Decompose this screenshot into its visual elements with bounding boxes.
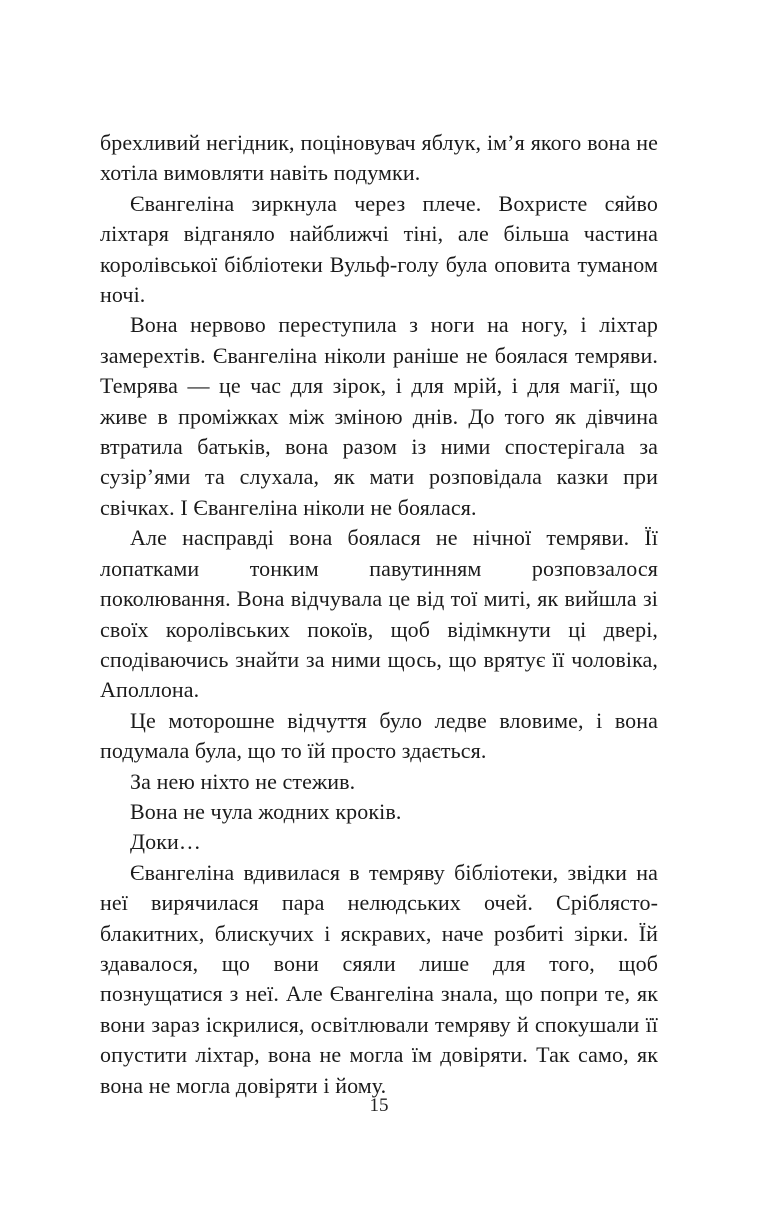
paragraph: Євангеліна зиркнула через плече. Вохристе сяйво ліхтаря відганяло найближчі тіні, але більша частина королівської бібліотеки Вульф-голу була оповита туманом ночі. xyxy=(100,190,658,308)
paragraph: Вона нервово переступила з ноги на ногу, і ліхтар замерехтів. Євангеліна ніколи раніше не боялася темряви. Темрява — це час для зірок, і для мрій, і для магії, що живе в проміжках між зміною днів. До того як дівчина втратила батьків, вона разом із ними спостерігала за сузір’ями та слухала, як мати розповідала казки при свічках. І Євангеліна ніколи не боялася. xyxy=(100,312,658,520)
body-text xyxy=(100,128,658,1101)
paragraph: Вона не чула жодних кроків. xyxy=(130,798,402,824)
paragraph: Євангеліна вдивилася в темряву бібліотеки, звідки на неї вирячилася пара нелюдських очей. Сріблясто-блакитних, блискучих і яскравих, наче розбиті зірки. Їй здавалося, що вони сяяли лише для того, щоб познущатися з неї. Але Євангеліна знала, що попри те, як вони зараз іскрилися, освітлювали темряву й спокушали її опустити ліхтар, вона не могла їм довіряти. Так само, як вона не могла довіряти і йому. xyxy=(100,859,658,1098)
paragraph: Але насправді вона боялася не нічної темряви. Її лопатками тонким павутинням розповзалося поколювання. Вона відчувала це від тої миті, як вийшла зі своїх королівських покоїв, щоб відімкнути ці двері, сподіваючись знайти за ними щось, що врятує її чоловіка, Аполлона. xyxy=(100,525,658,703)
page-number: 15 xyxy=(369,1095,389,1116)
paragraph-continuation: брехливий негідник, поціновувач яблук, ім’я якого вона не хотіла вимовляти навіть подумки. xyxy=(100,130,658,186)
paragraph: За нею ніхто не стежив. xyxy=(130,768,356,794)
paragraph: Це моторошне відчуття було ледве вловиме, і вона подумала була, що то їй просто здається. xyxy=(100,707,658,764)
paragraph: Доки… xyxy=(130,829,201,855)
